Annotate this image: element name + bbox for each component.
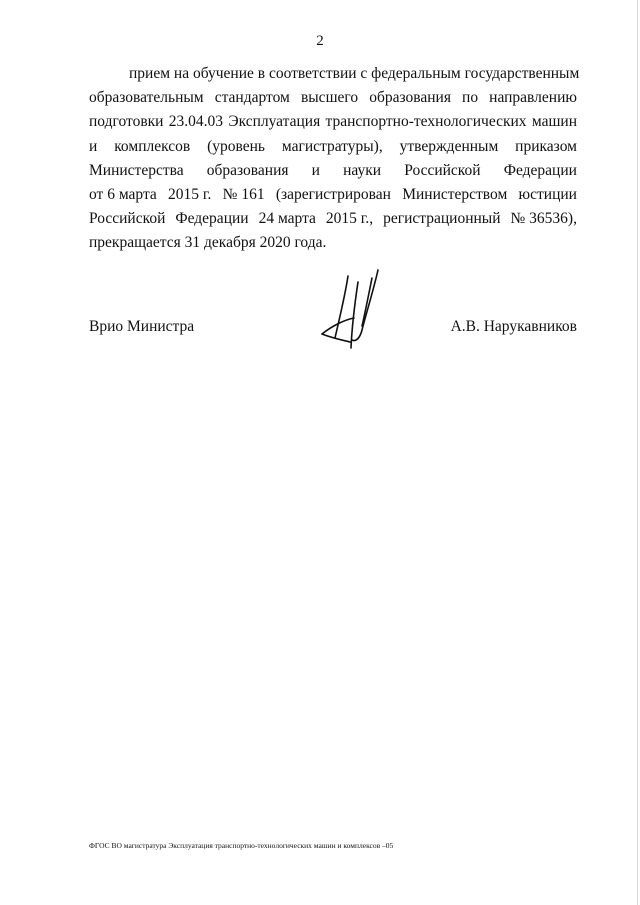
word: от 6 марта [89, 185, 157, 203]
signature-image [318, 268, 388, 350]
word: Российской [404, 161, 481, 179]
word: № 36536), [510, 210, 577, 228]
scan-edge [637, 0, 638, 905]
word: машин [531, 113, 577, 131]
word: направлению [489, 89, 577, 107]
word: науки [343, 161, 382, 179]
word: № 161 [222, 185, 265, 203]
word: комплексов [114, 137, 191, 155]
word: Министерства [89, 161, 184, 179]
paragraph-line [89, 110, 577, 134]
word: 23.04.03 [168, 113, 224, 131]
word: приказом [515, 137, 577, 155]
word: магистратуры), [281, 137, 383, 155]
paragraph-line [89, 159, 577, 183]
word: образовательным [89, 89, 204, 107]
word: Министерством [402, 185, 508, 203]
footer-note: ФГОС ВО магистратура Эксплуатация транспортно-технологических машин и комплексов –05 [89, 841, 394, 850]
word: по [462, 89, 479, 107]
word: образования [369, 89, 451, 107]
word: и [311, 161, 320, 179]
word: юстиции [518, 185, 577, 203]
paragraph-line [89, 207, 577, 231]
word: регистрационный [383, 210, 501, 228]
paragraph-line [89, 86, 577, 110]
signer-title: Врио Министра [89, 318, 195, 335]
page-number: 2 [316, 33, 324, 49]
paragraph-line [89, 183, 577, 207]
paragraph-line [89, 62, 580, 86]
word: транспортно-технологических [325, 113, 527, 131]
word: стандартом [214, 89, 290, 107]
word: 2015 г. [168, 185, 212, 203]
word: 2015 г., [325, 210, 374, 228]
word: и [89, 137, 98, 155]
main-paragraph [89, 62, 580, 256]
paragraph-line [89, 231, 577, 255]
paragraph-line [89, 135, 577, 159]
word: высшего [300, 89, 359, 107]
word: Российской [89, 210, 166, 228]
word: утвержденным [399, 137, 499, 155]
word: Эксплуатация [228, 113, 321, 131]
word: прекращается 31 декабря 2020 года. [89, 234, 327, 252]
word: (уровень [207, 137, 265, 155]
word: образования [206, 161, 289, 179]
word: прием на обучение в соответствии с федеральным государственным [129, 65, 580, 82]
signer-name: А.В. Нарукавников [450, 318, 577, 335]
word: 24 марта [258, 210, 316, 228]
word: (зарегистрирован [275, 185, 391, 203]
word: Федерации [175, 210, 249, 228]
word: подготовки [89, 113, 164, 131]
word: Федерации [503, 161, 577, 179]
